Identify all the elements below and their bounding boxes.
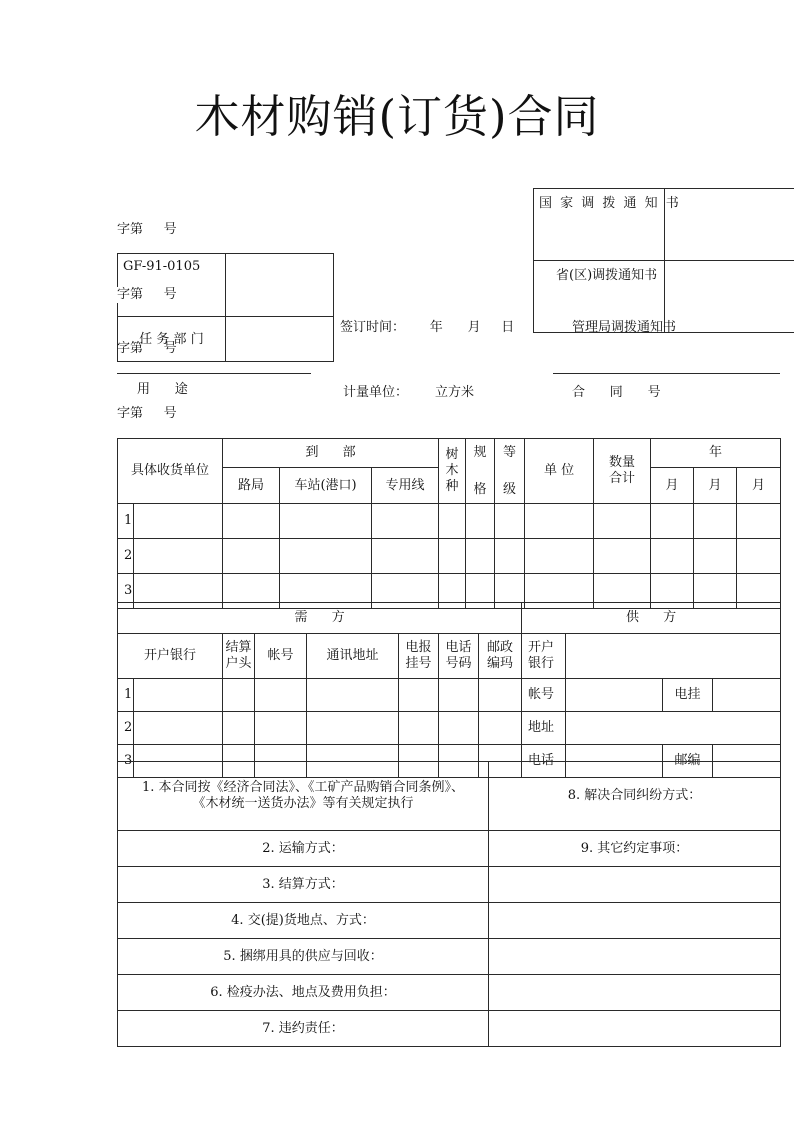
- col-grade-char-1: 等: [503, 444, 517, 460]
- table-row: [118, 679, 781, 712]
- goods-table-header-row-1: [118, 439, 781, 468]
- table-row: [118, 539, 781, 574]
- supply-account-no-label: 帐号: [528, 687, 555, 702]
- col-month-2-label: 月: [708, 477, 722, 493]
- goods-row-1-qty-total[interactable]: [594, 504, 651, 539]
- supply-phone-label: 电话: [528, 753, 555, 768]
- col-year: [651, 439, 781, 468]
- goods-row-number-1-label: 1: [124, 513, 133, 528]
- col-postal-address: [307, 634, 399, 679]
- supply-bank-value[interactable]: [566, 634, 781, 679]
- clause-3-line-1: 3. 结算方式：: [262, 876, 344, 892]
- task-department-value[interactable]: [226, 317, 334, 362]
- col-qty-total: [594, 439, 651, 504]
- goods-row-2-grade[interactable]: [495, 539, 525, 574]
- col-postcode-line-1: 邮政: [487, 640, 514, 655]
- demand-row-2-settlement-account[interactable]: [223, 712, 255, 745]
- clause-6[interactable]: [118, 975, 489, 1011]
- clause-right-blank-5[interactable]: [489, 1011, 781, 1047]
- supply-telegram-label-cell: [663, 679, 713, 712]
- demand-side-header: [118, 603, 522, 634]
- page-title: 木材购销(订货)合同: [194, 90, 600, 144]
- demand-row-2-bank[interactable]: [134, 712, 223, 745]
- supply-account-no-value[interactable]: [566, 679, 663, 712]
- col-spec: [466, 439, 495, 504]
- clause-5[interactable]: [118, 939, 489, 975]
- col-settlement-account-line-2: 户头: [225, 656, 252, 671]
- supply-side-label: 供 方: [625, 610, 687, 625]
- col-telegram-line-1: 电报: [405, 640, 432, 655]
- col-tree-species-char-3: 种: [445, 479, 459, 494]
- col-qty-total-line-1: 数量: [609, 455, 636, 470]
- form-code-cell: [118, 254, 226, 317]
- goods-row-2-month-1[interactable]: [651, 539, 694, 574]
- form-code-value[interactable]: [226, 254, 334, 317]
- col-spec-char-1: 规: [473, 444, 487, 460]
- table-row: [118, 712, 781, 745]
- col-arrive-group: [223, 439, 439, 468]
- clause-1-line-2: 《木材统一送货办法》等有关规定执行: [192, 796, 414, 811]
- supply-address-label: 地址: [528, 720, 555, 735]
- clause-5-line-1: 5. 捆绑用具的供应与回收：: [223, 948, 383, 964]
- clause-9[interactable]: [489, 831, 781, 867]
- col-postcode-line-2: 编玛: [487, 656, 514, 671]
- goods-row-number-3-label: 3: [124, 583, 133, 598]
- goods-row-1-grade[interactable]: [495, 504, 525, 539]
- national-allocation-notice-cell: [534, 189, 681, 261]
- clause-right-blank-2[interactable]: [489, 903, 781, 939]
- col-month-1: [651, 468, 694, 504]
- col-special-line-label: 专用线: [385, 477, 425, 493]
- goods-row-1-station[interactable]: [280, 504, 372, 539]
- supply-side-header: [522, 603, 781, 634]
- col-telegram-line-2: 挂号: [405, 656, 432, 671]
- party-row-number-2: [118, 712, 134, 745]
- clause-right-blank-3[interactable]: [489, 939, 781, 975]
- clause-right-blank-1[interactable]: [489, 867, 781, 903]
- clause-right-blank-4[interactable]: [489, 975, 781, 1011]
- clause-2[interactable]: [118, 831, 489, 867]
- zi-di-hao-label-4: 字第 号: [117, 406, 177, 421]
- col-receiver: [118, 439, 223, 504]
- clause-9-line-1: 9. 其它约定事项：: [580, 840, 689, 856]
- party-row-number-1-label: 1: [124, 687, 133, 702]
- party-row-number-2-label: 2: [124, 720, 133, 735]
- goods-row-number-2: [118, 539, 134, 574]
- goods-row-2-receiver[interactable]: [134, 539, 223, 574]
- col-spec-char-2: 格: [473, 481, 487, 497]
- col-unit: [525, 439, 594, 504]
- party-row-number-1: [118, 679, 134, 712]
- col-station-label: 车站(港口): [294, 477, 357, 493]
- goods-row-1-spec[interactable]: [466, 504, 495, 539]
- table-row: [118, 762, 781, 831]
- demand-row-2-phone[interactable]: [439, 712, 479, 745]
- clause-6-line-1: 6. 检疫办法、地点及费用负担：: [210, 984, 396, 1000]
- goods-row-2-unit[interactable]: [525, 539, 594, 574]
- table-row: [118, 975, 781, 1011]
- goods-row-2-station[interactable]: [280, 539, 372, 574]
- goods-row-2-spec[interactable]: [466, 539, 495, 574]
- col-settlement-account-line-1: 结算: [225, 640, 252, 655]
- col-railway-bureau-label: 路局: [238, 477, 265, 493]
- parties-table: [117, 602, 781, 778]
- goods-row-2-qty-total[interactable]: [594, 539, 651, 574]
- col-demand-bank-label: 开户银行: [143, 648, 196, 663]
- table-row: [118, 504, 781, 539]
- col-phone-line-2: 号码: [445, 656, 472, 671]
- col-demand-bank: [118, 634, 223, 679]
- goods-row-2-tree-species[interactable]: [439, 539, 466, 574]
- col-receiver-label: 具体收货单位: [131, 463, 210, 478]
- national-allocation-notice-label: 国 家 调 拨 通 知 书: [539, 196, 681, 211]
- goods-row-1-railway-bureau[interactable]: [223, 504, 280, 539]
- usage-label: 用 途: [137, 382, 188, 397]
- allocation-notice-table: [533, 188, 794, 333]
- table-row: [118, 939, 781, 975]
- goods-row-2-special-line[interactable]: [372, 539, 439, 574]
- zi-di-hao-label-2: 字第 号: [117, 287, 177, 302]
- col-account-no-label: 帐号: [267, 648, 294, 663]
- col-postcode: [479, 634, 522, 679]
- clause-1[interactable]: [118, 762, 489, 831]
- clause-1-line-1: 1. 本合同按《经济合同法》、《工矿产品购销合同条例》、: [141, 780, 465, 795]
- table-row: [118, 903, 781, 939]
- col-unit-label: 单 位: [543, 463, 575, 478]
- parties-column-header-row: [118, 634, 781, 679]
- goods-row-number-1: [118, 504, 134, 539]
- demand-row-2-telegram[interactable]: [399, 712, 439, 745]
- measure-unit-label: 计量单位：: [343, 385, 409, 400]
- table-row: [118, 867, 781, 903]
- col-postal-address-label: 通讯地址: [326, 648, 379, 663]
- col-railway-bureau: [223, 468, 280, 504]
- col-month-2: [694, 468, 737, 504]
- table-row: [534, 189, 794, 261]
- province-allocation-notice-value[interactable]: [665, 261, 794, 333]
- supply-bank-label-cell: [522, 634, 566, 679]
- col-tree-species-char-1: 树: [445, 447, 459, 462]
- goods-row-1-month-1[interactable]: [651, 504, 694, 539]
- clause-4[interactable]: [118, 903, 489, 939]
- admin-bureau-notice-label: 管理局调拨通知书: [572, 320, 677, 335]
- goods-row-1-special-line[interactable]: [372, 504, 439, 539]
- goods-row-2-month-3[interactable]: [737, 539, 781, 574]
- supply-bank-line-2: 银行: [528, 656, 555, 671]
- supply-account-no-label-cell: [522, 679, 566, 712]
- contract-no-label: 合 同 号: [572, 385, 661, 400]
- demand-row-1-account-no[interactable]: [255, 679, 307, 712]
- col-tree-species: [439, 439, 466, 504]
- zi-di-hao-label-3: 字第 号: [117, 341, 177, 356]
- col-month-3-label: 月: [752, 477, 766, 493]
- clause-8[interactable]: [489, 762, 781, 831]
- table-row: [118, 254, 334, 317]
- col-month-1-label: 月: [665, 477, 679, 493]
- zi-di-hao-label-1: 字第 号: [117, 222, 177, 237]
- usage-rule: [117, 373, 311, 374]
- demand-row-2-postcode[interactable]: [479, 712, 522, 745]
- demand-row-2-address[interactable]: [307, 712, 399, 745]
- col-grade: [495, 439, 525, 504]
- goods-row-1-tree-species[interactable]: [439, 504, 466, 539]
- col-phone: [439, 634, 479, 679]
- col-account-no: [255, 634, 307, 679]
- clause-3[interactable]: [118, 867, 489, 903]
- supply-telegram-value[interactable]: [713, 679, 781, 712]
- clauses-table: [117, 761, 781, 1047]
- demand-side-label: 需 方: [294, 610, 355, 625]
- table-row: [118, 1011, 781, 1047]
- goods-row-number-2-label: 2: [124, 548, 133, 563]
- col-phone-line-1: 电话: [445, 640, 472, 655]
- col-tree-species-char-2: 木: [445, 463, 459, 478]
- measure-unit-value: 立方米: [435, 385, 475, 400]
- col-arrive-group-label: 到 部: [305, 445, 366, 460]
- demand-row-1-postcode[interactable]: [479, 679, 522, 712]
- goods-row-1-unit[interactable]: [525, 504, 594, 539]
- col-station: [280, 468, 372, 504]
- goods-row-1-receiver[interactable]: [134, 504, 223, 539]
- demand-row-1-address[interactable]: [307, 679, 399, 712]
- clause-2-line-1: 2. 运输方式：: [262, 840, 344, 856]
- goods-row-1-month-2[interactable]: [694, 504, 737, 539]
- clause-7[interactable]: [118, 1011, 489, 1047]
- clause-4-line-1: 4. 交(提)货地点、方式：: [231, 912, 375, 928]
- col-month-3: [737, 468, 781, 504]
- supply-address-value[interactable]: [566, 712, 781, 745]
- party-row-number-3-label: 3: [124, 753, 133, 768]
- supply-telegram-label: 电挂: [674, 687, 701, 702]
- goods-row-2-month-2[interactable]: [694, 539, 737, 574]
- col-grade-char-2: 级: [503, 481, 517, 497]
- demand-row-2-account-no[interactable]: [255, 712, 307, 745]
- col-telegram: [399, 634, 439, 679]
- contract-no-rule: [553, 373, 780, 374]
- form-code-label: GF-91-0105: [123, 259, 201, 274]
- province-allocation-notice-label: 省(区)调拨通知书: [556, 268, 658, 283]
- col-qty-total-line-2: 合计: [609, 471, 636, 486]
- col-year-label: 年: [709, 445, 723, 460]
- supply-address-label-cell: [522, 712, 566, 745]
- table-row: [118, 831, 781, 867]
- demand-row-1-bank[interactable]: [134, 679, 223, 712]
- goods-row-2-railway-bureau[interactable]: [223, 539, 280, 574]
- goods-row-1-month-3[interactable]: [737, 504, 781, 539]
- sign-time-label: 签订时间： 年 月 日: [340, 320, 515, 335]
- demand-row-1-phone[interactable]: [439, 679, 479, 712]
- goods-table: [117, 438, 781, 609]
- national-allocation-notice-value[interactable]: [665, 189, 794, 261]
- task-department-label: 任 务 部 门: [139, 331, 204, 347]
- col-settlement-account: [223, 634, 255, 679]
- supply-postcode-label: 邮编: [674, 753, 701, 768]
- clause-7-line-1: 7. 违约责任：: [262, 1020, 344, 1036]
- clause-8-line-1: 8. 解决合同纠纷方式：: [567, 788, 702, 803]
- parties-header-row: [118, 603, 781, 634]
- demand-row-1-settlement-account[interactable]: [223, 679, 255, 712]
- demand-row-1-telegram[interactable]: [399, 679, 439, 712]
- supply-bank-line-1: 开户: [528, 640, 555, 655]
- col-special-line: [372, 468, 439, 504]
